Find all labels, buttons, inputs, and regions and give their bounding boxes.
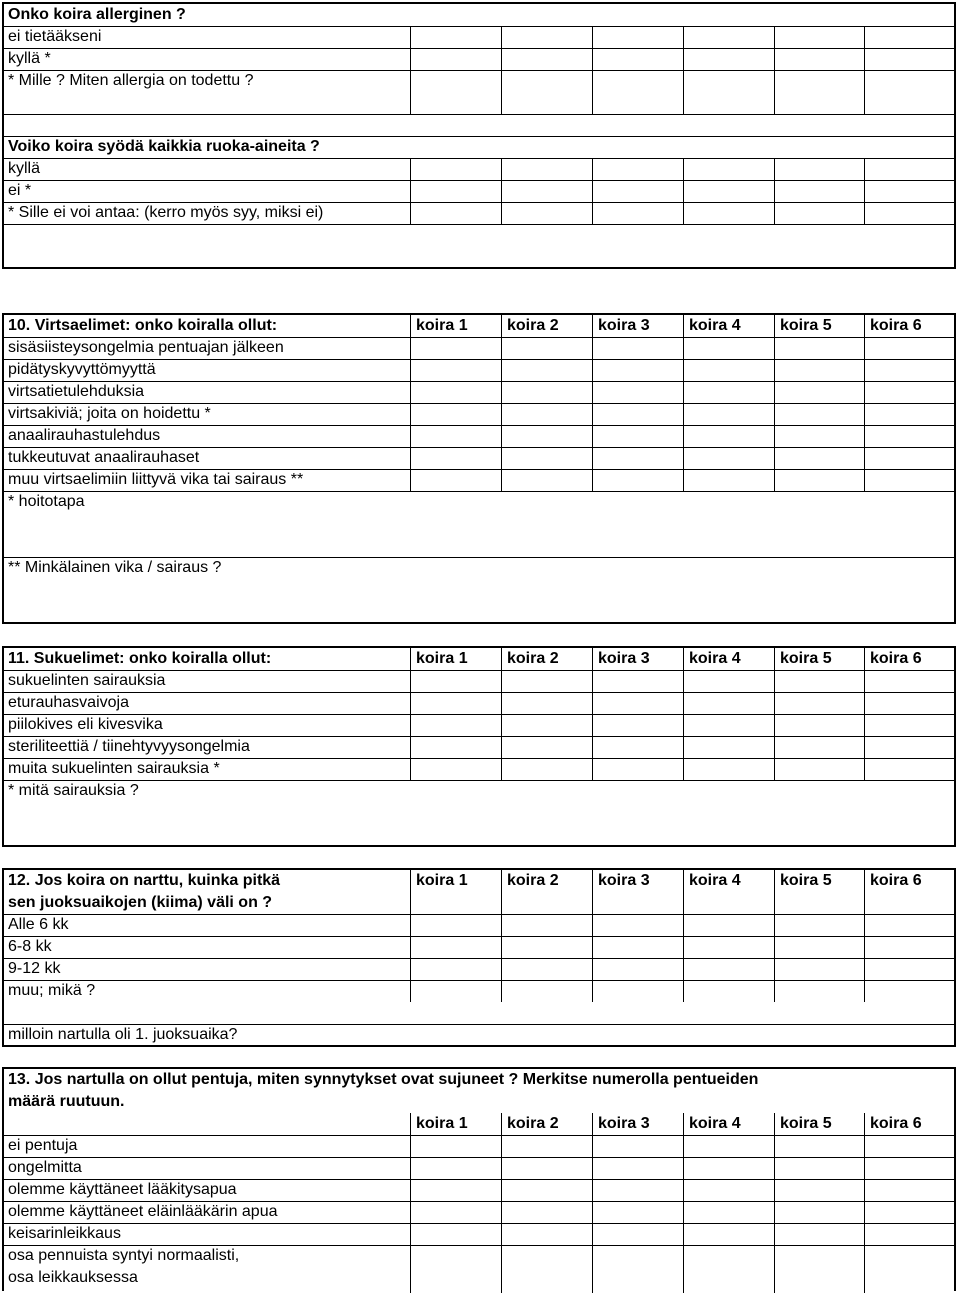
- row-label: ongelmitta: [8, 1159, 82, 1176]
- table-row[interactable]: [4, 469, 954, 491]
- dog-1-header: koira 1: [416, 650, 468, 667]
- allergy-question: Onko koira allerginen ?: [8, 6, 186, 23]
- food-detail-row[interactable]: [4, 202, 954, 224]
- section-13: [2, 1067, 956, 1291]
- dog-1-header: koira 1: [416, 872, 468, 889]
- row-label: virtsakiviä; joita on hoidettu *: [8, 405, 211, 422]
- dog-3-header: koira 3: [598, 872, 650, 889]
- illness-note-label: ** Minkälainen vika / sairaus ?: [8, 559, 222, 576]
- row-label: ei pentuja: [8, 1137, 78, 1154]
- dog-5-header: koira 5: [780, 317, 832, 334]
- table-row-cont[interactable]: [4, 1267, 954, 1289]
- table-row[interactable]: [4, 936, 954, 958]
- dog-3-header: koira 3: [598, 1115, 650, 1132]
- allergy-detail-row[interactable]: [4, 70, 954, 92]
- dog-5-header: koira 5: [780, 872, 832, 889]
- food-question: Voiko koira syödä kaikkia ruoka-aineita ?: [8, 138, 320, 155]
- row-label: osa pennuista syntyi normaalisti,: [8, 1247, 240, 1264]
- table-row[interactable]: [4, 1201, 954, 1223]
- dog-2-header: koira 2: [507, 650, 559, 667]
- table-row[interactable]: [4, 914, 954, 936]
- table-row[interactable]: [4, 1157, 954, 1179]
- section-11: [2, 646, 956, 847]
- allergy-detail-label: * Mille ? Miten allergia on todettu ?: [8, 72, 254, 89]
- section-12-title-line2: sen juoksuaikojen (kiima) väli on ?: [8, 894, 273, 911]
- dog-3-header: koira 3: [598, 650, 650, 667]
- row-label: olemme käyttäneet eläinlääkärin apua: [8, 1203, 278, 1220]
- table-row[interactable]: [4, 1135, 954, 1157]
- dog-4-header: koira 4: [689, 317, 741, 334]
- first-heat-row[interactable]: [4, 1024, 954, 1046]
- table-row[interactable]: [4, 736, 954, 758]
- table-row[interactable]: [4, 1223, 954, 1245]
- table-row[interactable]: [4, 670, 954, 692]
- allergy-section: [2, 2, 956, 269]
- table-row[interactable]: [4, 758, 954, 780]
- table-row[interactable]: [4, 714, 954, 736]
- food-option-yes: kyllä: [8, 160, 41, 177]
- row-label: pidätyskyvyttömyyttä: [8, 361, 156, 378]
- table-row[interactable]: [4, 425, 954, 447]
- dog-6-header: koira 6: [870, 317, 922, 334]
- section-12-title-line1: 12. Jos koira on narttu, kuinka pitkä: [8, 872, 281, 889]
- row-label: sukuelinten sairauksia: [8, 672, 166, 689]
- row-label: piilokives eli kivesvika: [8, 716, 163, 733]
- section-13-header: [4, 1069, 954, 1091]
- row-label: sisäsiisteysongelmia pentuajan jälkeen: [8, 339, 284, 356]
- section-11-title: 11. Sukuelimet: onko koiralla ollut:: [8, 650, 272, 667]
- row-label: anaalirauhastulehdus: [8, 427, 161, 444]
- first-heat-label: milloin nartulla oli 1. juoksuaika?: [8, 1026, 238, 1043]
- table-row[interactable]: [4, 692, 954, 714]
- dog-5-header: koira 5: [780, 650, 832, 667]
- treatment-note-label: * hoitotapa: [8, 493, 85, 510]
- dog-3-header: koira 3: [598, 317, 650, 334]
- section-10-title: 10. Virtsaelimet: onko koiralla ollut:: [8, 317, 278, 334]
- dog-2-header: koira 2: [507, 872, 559, 889]
- section-10-header: [4, 315, 954, 337]
- section-12-header-cont: [4, 892, 954, 914]
- dog-6-header: koira 6: [870, 872, 922, 889]
- table-row[interactable]: [4, 958, 954, 980]
- section-13-dog-header: [4, 1113, 954, 1135]
- row-label: eturauhasvaivoja: [8, 694, 129, 711]
- allergy-option-no: ei tietääkseni: [8, 28, 102, 45]
- table-row[interactable]: [4, 403, 954, 425]
- row-label: 6-8 kk: [8, 938, 52, 955]
- section-13-header-cont: [4, 1091, 954, 1113]
- table-row[interactable]: [4, 1179, 954, 1201]
- row-label: osa leikkauksessa: [8, 1269, 138, 1286]
- row-label: muu; mikä ?: [8, 982, 96, 999]
- section-10: [2, 313, 956, 624]
- table-row[interactable]: [4, 381, 954, 403]
- row-label: tukkeutuvat anaalirauhaset: [8, 449, 200, 466]
- row-label: steriliteettiä / tiinehtyvyysongelmia: [8, 738, 250, 755]
- dog-4-header: koira 4: [689, 650, 741, 667]
- allergy-row[interactable]: [4, 26, 954, 48]
- allergy-question-row: [4, 4, 954, 26]
- dog-6-header: koira 6: [870, 650, 922, 667]
- dog-2-header: koira 2: [507, 1115, 559, 1132]
- section-12: [2, 868, 956, 1047]
- row-label: olemme käyttäneet lääkitysapua: [8, 1181, 237, 1198]
- dog-5-header: koira 5: [780, 1115, 832, 1132]
- row-label: muu virtsaelimiin liittyvä vika tai sairaus **: [8, 471, 304, 488]
- dog-4-header: koira 4: [689, 1115, 741, 1132]
- dog-1-header: koira 1: [416, 317, 468, 334]
- section-13-title-line1: 13. Jos nartulla on ollut pentuja, miten synnytykset ovat sujuneet ? Merkitse numerolla pentueiden: [8, 1071, 759, 1088]
- dog-6-header: koira 6: [870, 1115, 922, 1132]
- row-label: 9-12 kk: [8, 960, 61, 977]
- table-row[interactable]: [4, 1245, 954, 1267]
- allergy-option-yes: kyllä *: [8, 50, 51, 67]
- dog-4-header: koira 4: [689, 872, 741, 889]
- table-row[interactable]: [4, 359, 954, 381]
- dog-2-header: koira 2: [507, 317, 559, 334]
- row-label: keisarinleikkaus: [8, 1225, 121, 1242]
- treatment-note-row[interactable]: [4, 491, 954, 513]
- food-option-no: ei *: [8, 182, 32, 199]
- section-13-title-line2: määrä ruutuun.: [8, 1093, 125, 1110]
- row-label: virtsatietulehduksia: [8, 383, 145, 400]
- row-label: Alle 6 kk: [8, 916, 69, 933]
- allergy-row[interactable]: [4, 48, 954, 70]
- food-detail-label: * Sille ei voi antaa: (kerro myös syy, miksi ei): [8, 204, 324, 221]
- dog-1-header: koira 1: [416, 1115, 468, 1132]
- row-label: muita sukuelinten sairauksia *: [8, 760, 220, 777]
- table-row[interactable]: [4, 980, 954, 1002]
- table-row[interactable]: [4, 447, 954, 469]
- diseases-note-label: * mitä sairauksia ?: [8, 782, 139, 799]
- table-row[interactable]: [4, 337, 954, 359]
- section-12-header: [4, 870, 954, 892]
- food-question-row: [4, 136, 954, 158]
- food-row[interactable]: [4, 180, 954, 202]
- section-11-header: [4, 648, 954, 670]
- food-row[interactable]: [4, 158, 954, 180]
- diseases-note-row[interactable]: [4, 780, 954, 802]
- illness-note-row[interactable]: [4, 557, 954, 579]
